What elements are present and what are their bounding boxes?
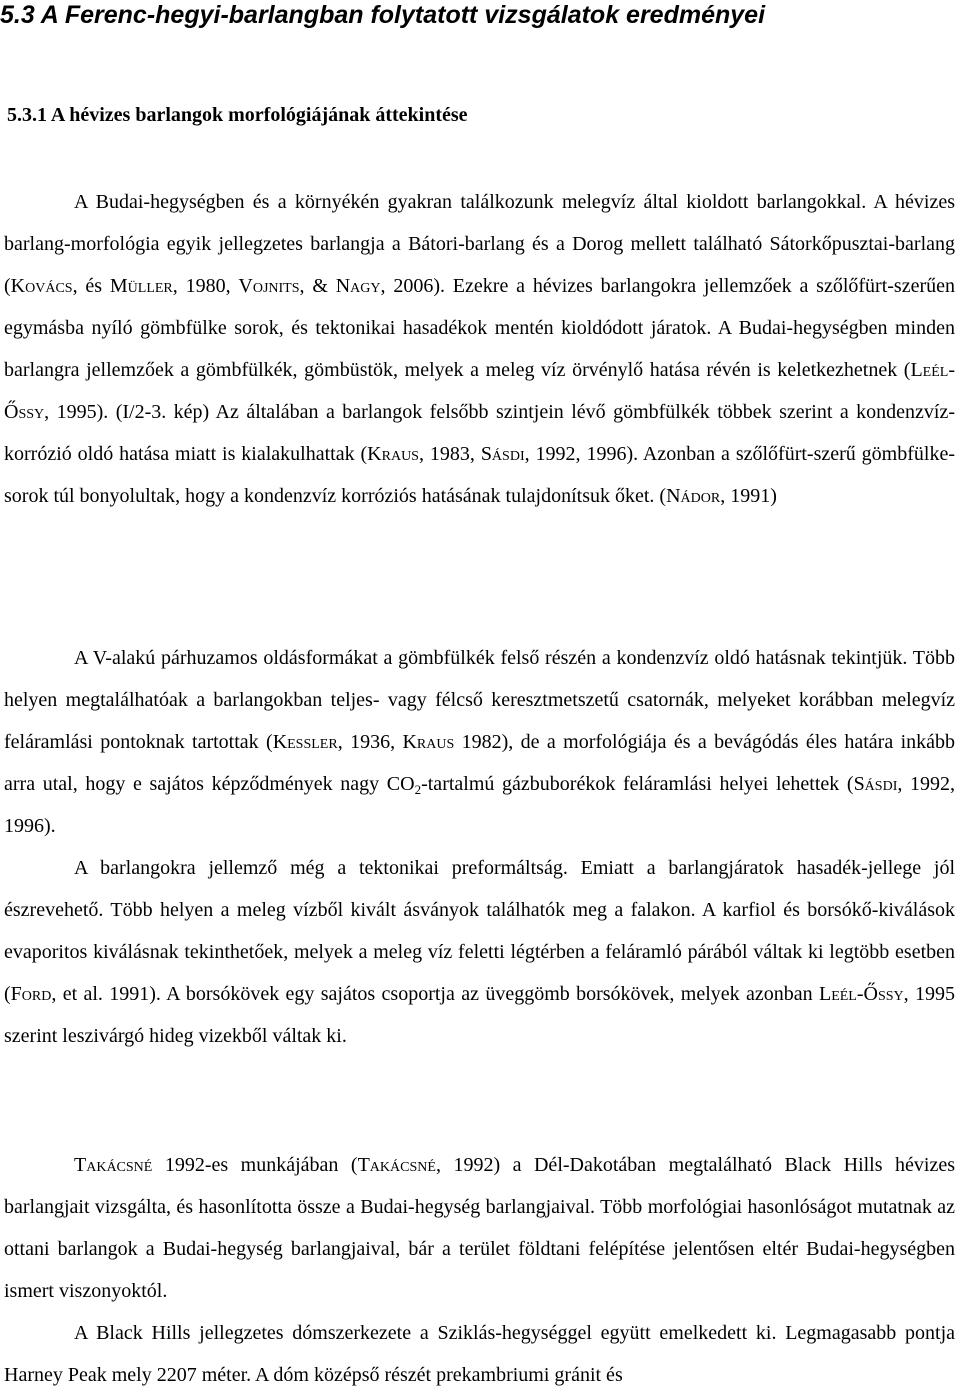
citation-author: Kessler xyxy=(272,731,338,753)
paragraph-4: Takácsné 1992-es munkájában (Takácsné, 1992) a Dél-Dakotában megtalálható Black Hills hévizes barlangjait vizsgálta, és hasonlította össze a Budai-hegység barlangjaival. Több morfológiai hasonlóságot mutatnak az ottani barlangok a Budai-hegység barlangjaival, bár a terület földtani felépítése jelentősen eltér Budai-hegységben ismert viszonyoktól. xyxy=(4,1154,955,1302)
body-text-block-1 xyxy=(4,181,955,517)
citation-author: Nádor xyxy=(666,485,721,507)
citation-author: Kraus xyxy=(367,443,419,465)
subsection-heading: 5.3.1 A hévizes barlangok morfológiájának áttekintése xyxy=(7,104,468,126)
citation-author: Takácsné xyxy=(74,1154,153,1176)
citation-author: Leél-Őssy xyxy=(4,359,955,423)
citation-author: Takácsné xyxy=(357,1154,436,1176)
body-text-block-2 xyxy=(4,637,955,1057)
citation-author: Sásdi xyxy=(480,443,525,465)
citation-author: Ford xyxy=(10,983,52,1005)
citation-author: Kraus xyxy=(402,731,455,753)
citation-author: Kovács xyxy=(10,275,73,297)
section-heading: 5.3 A Ferenc-hegyi-barlangban folytatott vizsgálatok eredményei xyxy=(0,1,766,29)
subscript: 2 xyxy=(414,782,422,797)
citation-author: Nagy xyxy=(335,275,381,297)
citation-author: Müller xyxy=(109,275,173,297)
citation-author: Vojnits xyxy=(238,275,300,297)
citation-author: Leél-Őssy xyxy=(818,983,904,1005)
paragraph-5: A Black Hills jellegzetes dómszerkezete a Sziklás-hegységgel együtt emelkedett ki. Legmagasabb pontja Harney Peak mely 2207 méter. A dóm középső részét prekambriumi gránit és xyxy=(4,1322,955,1386)
paragraph-3: A barlangokra jellemző még a tektonikai preformáltság. Emiatt a barlangjáratok hasadék-jellege jól észrevehető. Több helyen a meleg vízből kivált ásványok találhatók meg a falakon. A karfiol és borsókő-kiválások evaporitos kiválásnak tekinthetőek, melyek a meleg víz feletti légtérben a feláramló párából váltak ki legtöbb esetben (Ford, et al. 1991). A borsókövek egy sajátos csoportja az üveggömb borsókövek, melyek azonban Leél-Őssy, 1995 szerint leszivárgó hideg vizekből váltak ki. xyxy=(4,857,956,1047)
paragraph-2: A V-alakú párhuzamos oldásformákat a gömbfülkék felső részén a kondenzvíz oldó hatásnak tekintjük. Több helyen megtalálhatóak a barlangokban teljes- vagy félcső keresztmetszetű csatornák, melyeket korábban melegvíz feláramlási pontoknak tartottak (Kessler, 1936, Kraus 1982), de a morfológiája és a bevágódás éles határa inkább arra utal, hogy e sajátos képződmények nagy $CO_2$-tartalmú gázbuborékok feláramlási helyei lehettek (Sásdi, 1992, 1996). xyxy=(4,647,955,837)
body-text-block-3 xyxy=(4,1144,955,1396)
citation-author: Sásdi xyxy=(853,773,898,795)
paragraph-1: A Budai-hegységben és a környékén gyakran találkozunk melegvíz által kioldott barlangokkal. A hévizes barlang-morfológia egyik jellegzetes barlangja a Bátori-barlang és a Dorog mellett található Sátorkőpusztai-barlang (Kovács, és Müller, 1980, Vojnits, & Nagy, 2006). Ezekre a hévizes barlangokra jellemzőek a szőlőfürt-szerűen egymásba nyíló gömbfülke sorok, és tektonikai hasadékok mentén kioldódott járatok. A Budai-hegységben minden barlangra jellemzőek a gömbfülkék, gömbüstök, melyek a meleg víz örvénylő hatása révén is keletkezhetnek (Leél-Őssy, 1995). (I/2-3. kép) Az általában a barlangok felsőbb szintjein lévő gömbfülkék többek szerint a kondenzvíz-korrózió oldó hatása miatt is kialakulhattak (Kraus, 1983, Sásdi, 1992, 1996). Azonban a szőlőfürt-szerű gömbfülke-sorok túl bonyolultak, hogy a kondenzvíz korróziós hatásának tulajdonítsuk őket. (Nádor, 1991) xyxy=(4,191,956,507)
